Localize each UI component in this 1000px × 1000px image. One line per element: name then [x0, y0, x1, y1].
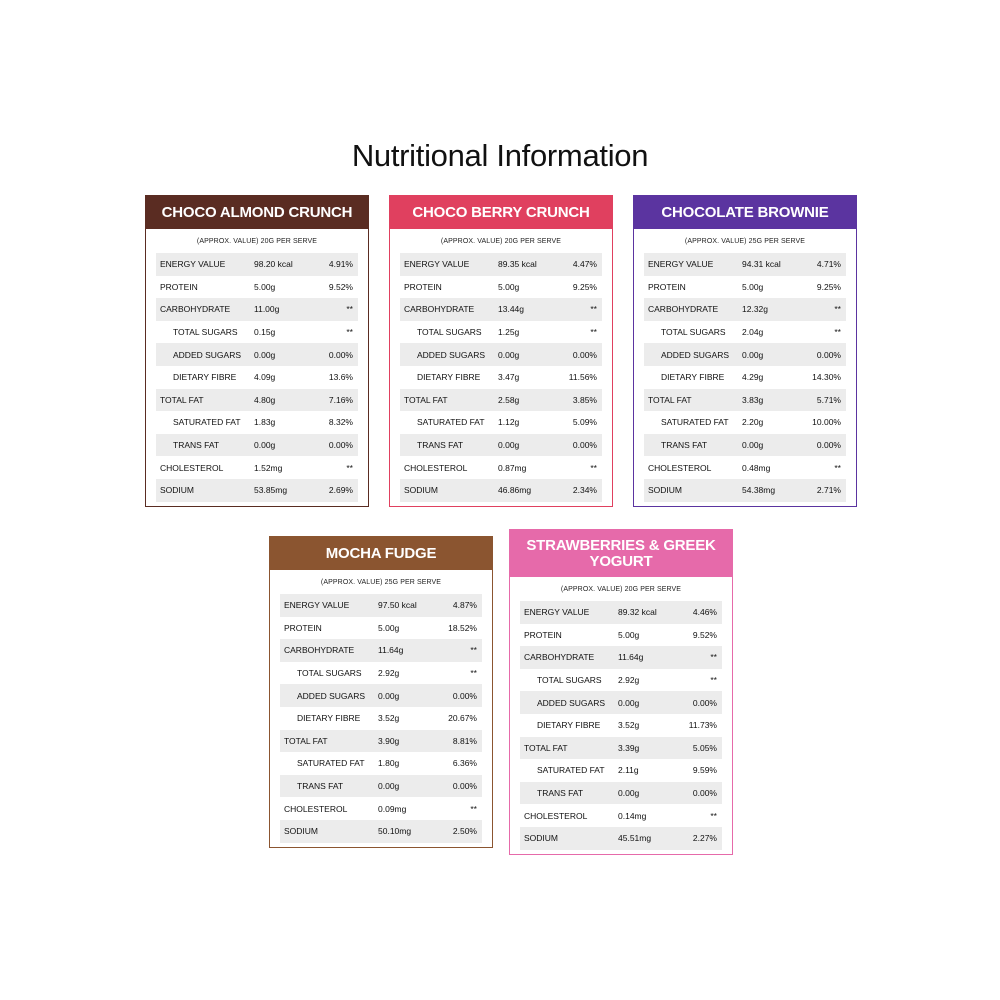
nutrient-pct: 2.69%	[328, 485, 353, 496]
table-row	[400, 411, 602, 434]
nutrient-name: SODIUM	[648, 485, 682, 496]
nutrient-name: TOTAL FAT	[284, 735, 328, 746]
nutrient-amount: 2.92g	[378, 668, 400, 679]
nutrient-pct: 9.52%	[328, 281, 353, 292]
table-row	[280, 752, 482, 775]
nutrient-amount: 2.20g	[742, 417, 764, 428]
table-row	[400, 343, 602, 366]
nutrient-pct: **	[590, 304, 597, 315]
nutrient-name: TOTAL SUGARS	[417, 327, 482, 338]
nutrient-pct: 0.00%	[572, 440, 597, 451]
nutrient-amount: 11.64g	[378, 645, 404, 656]
nutrient-amount: 1.80g	[378, 758, 400, 769]
nutrient-name: TRANS FAT	[417, 440, 464, 451]
nutrient-amount: 4.29g	[742, 372, 764, 383]
nutrient-pct: 4.87%	[452, 600, 477, 611]
table-row	[400, 456, 602, 479]
nutrition-table	[634, 253, 856, 506]
nutrient-pct: 0.00%	[452, 690, 477, 701]
nutrient-pct: 14.30%	[812, 372, 841, 383]
table-row	[644, 343, 846, 366]
table-row	[644, 456, 846, 479]
nutrient-amount: 0.00g	[254, 349, 276, 360]
nutrient-name: ENERGY VALUE	[648, 259, 714, 270]
nutrient-name: TRANS FAT	[537, 788, 584, 799]
nutrient-amount: 89.32 kcal	[618, 607, 657, 618]
nutrient-pct: 0.00%	[328, 349, 353, 360]
nutrient-pct: **	[834, 327, 841, 338]
table-row	[156, 456, 358, 479]
nutrition-card-choco-almond-crunch	[145, 195, 369, 507]
table-row	[156, 434, 358, 457]
nutrient-amount: 98.20 kcal	[254, 259, 293, 270]
nutrient-amount: 0.00g	[378, 781, 400, 792]
nutrient-pct: 2.27%	[692, 833, 717, 844]
nutrient-pct: 7.16%	[328, 394, 353, 405]
nutrient-amount: 3.52g	[378, 713, 400, 724]
nutrient-pct: 9.25%	[816, 281, 841, 292]
nutrition-table	[390, 253, 612, 506]
nutrient-name: TOTAL FAT	[524, 742, 568, 753]
nutrient-pct: **	[834, 462, 841, 473]
nutrient-pct: 0.00%	[692, 697, 717, 708]
table-row	[520, 624, 722, 647]
table-row	[644, 366, 846, 389]
nutrient-name: DIETARY FIBRE	[173, 372, 237, 383]
table-row	[156, 411, 358, 434]
nutrient-amount: 97.50 kcal	[378, 600, 417, 611]
nutrient-name: ADDED SUGARS	[297, 690, 366, 701]
nutrient-amount: 5.00g	[378, 622, 400, 633]
nutrient-amount: 0.09mg	[378, 803, 407, 814]
nutrient-pct: 20.67%	[448, 713, 477, 724]
nutrient-name: DIETARY FIBRE	[537, 720, 601, 731]
table-row	[644, 321, 846, 344]
nutrient-name: TOTAL SUGARS	[661, 327, 726, 338]
nutrient-name: ADDED SUGARS	[537, 697, 606, 708]
table-row	[156, 298, 358, 321]
nutrient-pct: 2.50%	[452, 826, 477, 837]
card-title: MOCHA FUDGE	[270, 537, 492, 570]
table-row	[400, 298, 602, 321]
nutrient-name: PROTEIN	[284, 622, 322, 633]
nutrient-name: CHOLESTEROL	[404, 462, 468, 473]
nutrient-pct: **	[710, 675, 717, 686]
table-row	[280, 707, 482, 730]
nutrient-name: PROTEIN	[160, 281, 198, 292]
nutrient-amount: 1.52mg	[254, 462, 283, 473]
table-row	[520, 714, 722, 737]
nutrient-pct: **	[590, 462, 597, 473]
page-title: Nutritional Information	[351, 138, 649, 173]
nutrient-pct: 8.81%	[452, 735, 477, 746]
nutrition-card-mocha-fudge	[269, 536, 493, 848]
nutrient-pct: **	[470, 645, 477, 656]
nutrient-pct: 4.71%	[816, 259, 841, 270]
nutrient-name: DIETARY FIBRE	[417, 372, 481, 383]
nutrient-amount: 89.35 kcal	[498, 259, 537, 270]
nutrient-name: ADDED SUGARS	[417, 349, 486, 360]
table-row	[156, 389, 358, 412]
nutrient-name: CARBOHYDRATE	[404, 304, 475, 315]
nutrient-pct: 0.00%	[816, 349, 841, 360]
nutrient-amount: 3.83g	[742, 394, 764, 405]
nutrient-amount: 0.00g	[742, 440, 764, 451]
nutrient-amount: 0.87mg	[498, 462, 527, 473]
nutrient-name: TOTAL FAT	[160, 394, 204, 405]
table-row	[400, 366, 602, 389]
table-row	[400, 434, 602, 457]
nutrient-amount: 5.00g	[618, 629, 640, 640]
nutrient-amount: 13.44g	[498, 304, 524, 315]
table-row	[156, 321, 358, 344]
nutrient-amount: 3.90g	[378, 735, 400, 746]
table-row	[280, 617, 482, 640]
nutrient-pct: 4.46%	[692, 607, 717, 618]
nutrient-name: ENERGY VALUE	[524, 607, 590, 618]
serving-size: (APPROX. VALUE) 25G PER SERVE	[684, 238, 806, 245]
nutrient-name: SODIUM	[160, 485, 194, 496]
nutrient-amount: 0.15g	[254, 327, 276, 338]
nutrient-name: CHOLESTEROL	[524, 810, 588, 821]
nutrient-name: PROTEIN	[524, 629, 562, 640]
nutrient-amount: 0.00g	[618, 697, 640, 708]
nutrient-name: CARBOHYDRATE	[524, 652, 595, 663]
nutrient-pct: 0.00%	[452, 781, 477, 792]
nutrient-pct: 3.85%	[572, 394, 597, 405]
nutrient-name: SATURATED FAT	[297, 758, 365, 769]
table-row	[156, 343, 358, 366]
table-row	[400, 321, 602, 344]
nutrient-name: SATURATED FAT	[173, 417, 241, 428]
nutrient-amount: 1.12g	[498, 417, 520, 428]
nutrient-name: ADDED SUGARS	[173, 349, 242, 360]
nutrient-amount: 1.83g	[254, 417, 276, 428]
nutrient-pct: 5.71%	[816, 394, 841, 405]
serving-size: (APPROX. VALUE) 25G PER SERVE	[320, 579, 442, 586]
nutrient-name: DIETARY FIBRE	[661, 372, 725, 383]
nutrient-name: CARBOHYDRATE	[284, 645, 355, 656]
nutrient-name: TOTAL SUGARS	[537, 675, 602, 686]
nutrient-amount: 46.86mg	[498, 485, 532, 496]
table-row	[644, 276, 846, 299]
table-row	[644, 253, 846, 276]
nutrient-pct: 0.00%	[572, 349, 597, 360]
nutrient-amount: 1.25g	[498, 327, 520, 338]
nutrient-name: TRANS FAT	[661, 440, 708, 451]
nutrient-name: ENERGY VALUE	[404, 259, 470, 270]
table-row	[156, 366, 358, 389]
nutrition-card-choco-berry-crunch	[389, 195, 613, 507]
nutrient-name: CARBOHYDRATE	[648, 304, 719, 315]
table-row	[520, 669, 722, 692]
nutrient-pct: 10.00%	[812, 417, 841, 428]
nutrition-card-strawberries-greek-yogurt	[509, 529, 733, 855]
nutrition-table	[270, 594, 492, 847]
table-row	[520, 782, 722, 805]
table-row	[520, 759, 722, 782]
nutrient-amount: 94.31 kcal	[742, 259, 781, 270]
nutrient-pct: 11.73%	[688, 720, 717, 731]
table-row	[644, 389, 846, 412]
table-row	[156, 253, 358, 276]
nutrient-pct: **	[710, 810, 717, 821]
nutrient-pct: 18.52%	[448, 622, 477, 633]
nutrient-pct: 0.00%	[816, 440, 841, 451]
nutrient-name: TOTAL FAT	[648, 394, 692, 405]
nutrient-amount: 5.00g	[742, 281, 764, 292]
table-row	[520, 691, 722, 714]
nutrient-amount: 3.52g	[618, 720, 640, 731]
nutrient-name: CHOLESTEROL	[648, 462, 712, 473]
nutrient-name: SODIUM	[404, 485, 438, 496]
table-row	[280, 662, 482, 685]
nutrient-name: SATURATED FAT	[417, 417, 485, 428]
table-row	[280, 639, 482, 662]
table-row	[520, 601, 722, 624]
nutrition-table	[510, 601, 732, 854]
nutrient-name: TRANS FAT	[297, 781, 344, 792]
nutrient-pct: **	[346, 327, 353, 338]
nutrient-amount: 0.14mg	[618, 810, 647, 821]
nutrient-amount: 2.11g	[618, 765, 639, 776]
nutrient-name: PROTEIN	[404, 281, 442, 292]
nutrient-amount: 50.10mg	[378, 826, 412, 837]
nutrient-amount: 2.04g	[742, 327, 764, 338]
nutrient-name: TRANS FAT	[173, 440, 220, 451]
table-row	[156, 276, 358, 299]
card-title: CHOCOLATE BROWNIE	[634, 196, 856, 229]
nutrient-pct: **	[470, 668, 477, 679]
table-row	[520, 827, 722, 850]
nutrient-pct: 6.36%	[452, 758, 477, 769]
nutrient-pct: 0.00%	[328, 440, 353, 451]
nutrition-table	[146, 253, 368, 506]
table-row	[280, 797, 482, 820]
nutrient-amount: 11.00g	[254, 304, 280, 315]
nutrient-pct: 9.59%	[692, 765, 717, 776]
nutrient-name: TOTAL FAT	[404, 394, 448, 405]
nutrient-name: SATURATED FAT	[537, 765, 605, 776]
nutrient-amount: 2.58g	[498, 394, 520, 405]
nutrient-pct: 13.6%	[328, 372, 353, 383]
nutrient-name: DIETARY FIBRE	[297, 713, 361, 724]
nutrient-pct: 11.56%	[568, 372, 597, 383]
nutrient-pct: **	[710, 652, 717, 663]
nutrient-pct: **	[590, 327, 597, 338]
nutrient-amount: 54.38mg	[742, 485, 776, 496]
nutrient-amount: 5.00g	[254, 281, 276, 292]
nutrient-pct: 0.00%	[692, 788, 717, 799]
nutrient-name: ADDED SUGARS	[661, 349, 730, 360]
nutrient-amount: 2.92g	[618, 675, 640, 686]
nutrition-card-chocolate-brownie	[633, 195, 857, 507]
table-row	[520, 737, 722, 760]
nutrient-name: CHOLESTEROL	[160, 462, 224, 473]
nutrient-name: TOTAL SUGARS	[173, 327, 238, 338]
nutrient-amount: 0.00g	[498, 349, 520, 360]
nutrient-name: SODIUM	[524, 833, 558, 844]
nutrient-pct: 5.05%	[692, 742, 717, 753]
table-row	[644, 434, 846, 457]
nutrient-name: CHOLESTEROL	[284, 803, 348, 814]
table-row	[400, 479, 602, 502]
nutrient-pct: **	[346, 304, 353, 315]
table-row	[520, 646, 722, 669]
nutrient-amount: 12.32g	[742, 304, 768, 315]
table-row	[644, 298, 846, 321]
table-row	[280, 730, 482, 753]
table-row	[280, 775, 482, 798]
table-row	[280, 594, 482, 617]
nutrient-name: SODIUM	[284, 826, 318, 837]
nutrient-amount: 0.00g	[378, 690, 400, 701]
table-row	[644, 411, 846, 434]
nutrient-name: PROTEIN	[648, 281, 686, 292]
nutrient-pct: 9.52%	[692, 629, 717, 640]
nutrient-pct: 2.71%	[816, 485, 841, 496]
nutrient-pct: 4.47%	[572, 259, 597, 270]
card-title: CHOCO BERRY CRUNCH	[390, 196, 612, 229]
nutrient-amount: 45.51mg	[618, 833, 652, 844]
nutrient-amount: 0.48mg	[742, 462, 771, 473]
nutrient-amount: 3.47g	[498, 372, 520, 383]
table-row	[520, 804, 722, 827]
nutrient-name: SATURATED FAT	[661, 417, 729, 428]
nutrient-pct: 5.09%	[572, 417, 597, 428]
card-title: STRAWBERRIES & GREEK YOGURT	[510, 530, 732, 577]
nutrient-name: CARBOHYDRATE	[160, 304, 231, 315]
nutrient-amount: 53.85mg	[254, 485, 288, 496]
nutrient-pct: **	[834, 304, 841, 315]
table-row	[400, 276, 602, 299]
table-row	[280, 820, 482, 843]
nutrient-amount: 0.00g	[254, 440, 276, 451]
nutrient-amount: 11.64g	[618, 652, 644, 663]
table-row	[280, 684, 482, 707]
serving-size: (APPROX. VALUE) 20G PER SERVE	[196, 238, 318, 245]
table-row	[400, 253, 602, 276]
nutrient-pct: **	[346, 462, 353, 473]
nutrient-pct: 9.25%	[572, 281, 597, 292]
card-title: CHOCO ALMOND CRUNCH	[146, 196, 368, 229]
table-row	[156, 479, 358, 502]
nutrient-amount: 3.39g	[618, 742, 640, 753]
nutrient-pct: 4.91%	[328, 259, 353, 270]
nutrient-pct: 8.32%	[328, 417, 353, 428]
serving-size: (APPROX. VALUE) 20G PER SERVE	[560, 586, 682, 593]
nutrient-amount: 0.00g	[498, 440, 520, 451]
serving-size: (APPROX. VALUE) 20G PER SERVE	[440, 238, 562, 245]
nutrient-pct: **	[470, 803, 477, 814]
table-row	[400, 389, 602, 412]
nutrient-pct: 2.34%	[572, 485, 597, 496]
nutrient-name: ENERGY VALUE	[160, 259, 226, 270]
nutrient-amount: 4.80g	[254, 394, 276, 405]
nutrient-amount: 4.09g	[254, 372, 276, 383]
nutrient-amount: 5.00g	[498, 281, 520, 292]
table-row	[644, 479, 846, 502]
nutrient-amount: 0.00g	[742, 349, 764, 360]
nutrient-amount: 0.00g	[618, 788, 640, 799]
nutrient-name: ENERGY VALUE	[284, 600, 350, 611]
nutrient-name: TOTAL SUGARS	[297, 668, 362, 679]
